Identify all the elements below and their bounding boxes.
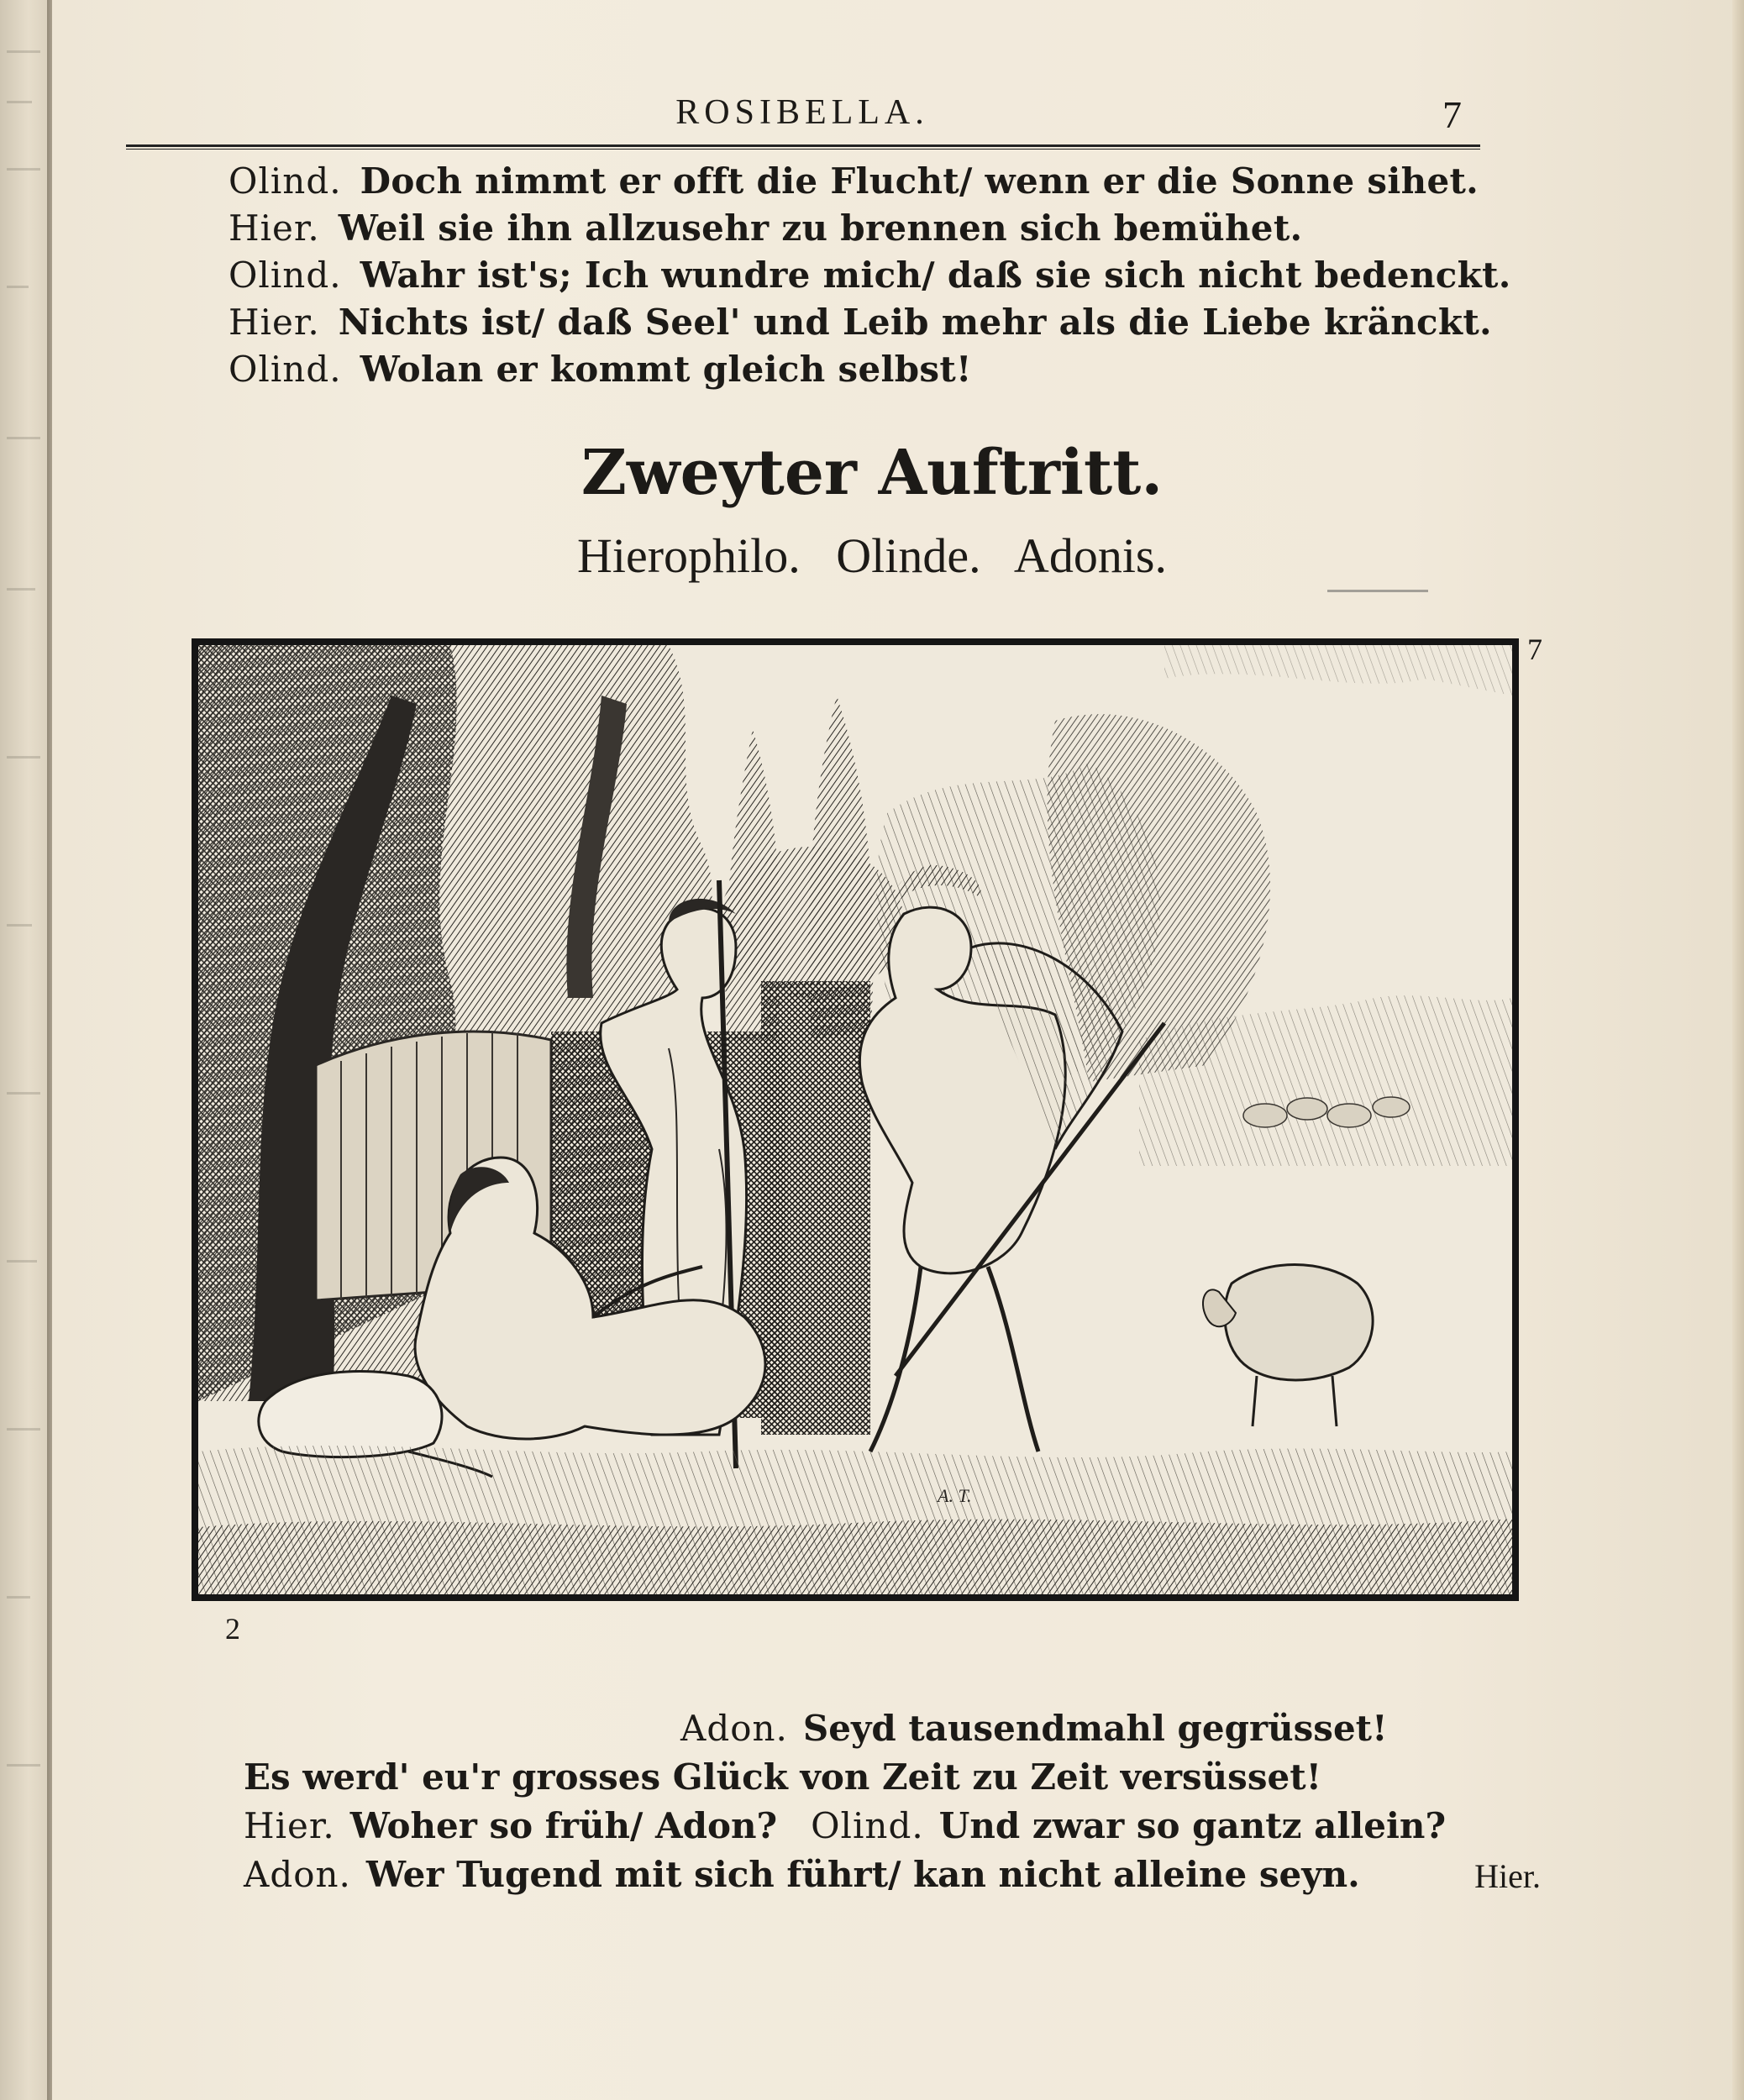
- speaker: Olind.: [811, 1805, 924, 1846]
- speaker: Adon.: [680, 1708, 788, 1749]
- verse-text: Doch nimmt er offt die Flucht/ wenn er die Sonne sihet.: [360, 160, 1479, 202]
- verse-text: Seyd tausendmahl gegrüsset!: [802, 1708, 1388, 1749]
- verse-line: [244, 1754, 1321, 1801]
- speaker: Olind.: [229, 349, 342, 390]
- page-number: 7: [1442, 93, 1462, 136]
- verse-line: [229, 299, 1511, 346]
- speaker: Olind.: [229, 160, 342, 202]
- verse-line: [244, 1803, 1446, 1850]
- plate-mark-bottom: 2: [225, 1612, 240, 1646]
- verse-text: Weil sie ihn allzusehr zu brennen sich bemühet.: [338, 207, 1303, 249]
- verse-text: Und zwar so gantz allein?: [938, 1805, 1447, 1846]
- running-head: [126, 92, 1479, 143]
- verse-line: [229, 346, 1511, 393]
- verse-line: [229, 205, 1511, 252]
- verse-line: [229, 158, 1511, 205]
- scene-title: Zweyter Auftritt.: [580, 437, 1164, 509]
- speaker: Hier.: [229, 207, 320, 249]
- verse-line: [244, 1851, 1360, 1898]
- plate-mark-top: 7: [1527, 633, 1542, 666]
- speaker: Olind.: [229, 255, 342, 296]
- verse-text: Es werd' eu'r grosses Glück von Zeit zu Zeit versüsset!: [244, 1756, 1322, 1798]
- verse-text: Nichts ist/ daß Seel' und Leib mehr als die Liebe kränckt.: [338, 302, 1492, 343]
- verse-text: Woher so früh/ Adon?: [349, 1805, 778, 1846]
- engraving-plate: [192, 638, 1519, 1601]
- verse-text: Wahr ist's; Ich wundre mich/ daß sie sich nicht bedenckt.: [360, 255, 1511, 296]
- speaker: Hier.: [244, 1805, 335, 1846]
- engraver-signature: A. T.: [938, 1485, 972, 1506]
- speaker: Hier.: [229, 302, 320, 343]
- header-rule: [126, 144, 1480, 150]
- verse-line: [229, 252, 1511, 299]
- speaker: Adon.: [244, 1854, 351, 1895]
- top-dialogue: [229, 158, 1511, 393]
- cast-rule: [1327, 590, 1428, 592]
- verse-text: Wolan er kommt gleich selbst!: [360, 349, 972, 390]
- verse-text: Wer Tugend mit sich führt/ kan nicht alleine seyn.: [365, 1854, 1360, 1895]
- pastoral-engraving: [198, 645, 1512, 1594]
- running-title: ROSIBELLA.: [675, 93, 929, 132]
- page-edge: [1732, 0, 1744, 2100]
- facing-page-edge: [0, 0, 52, 2100]
- scene-cast: Hierophilo. Olinde. Adonis.: [576, 528, 1167, 583]
- verse-line: [680, 1705, 1388, 1752]
- catchword: Hier.: [1474, 1857, 1541, 1895]
